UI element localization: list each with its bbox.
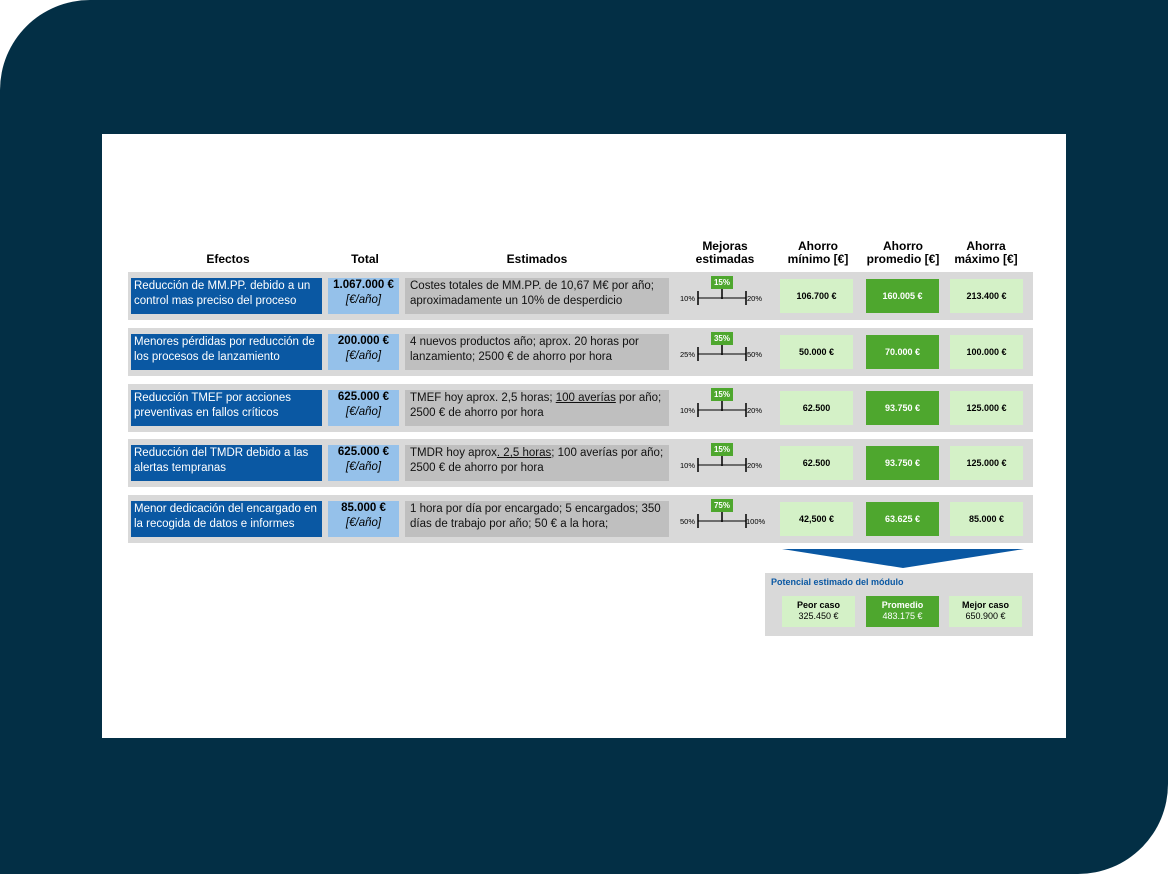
improvement-scale	[680, 328, 774, 376]
saving-avg: 70.000 €	[866, 335, 939, 369]
saving-avg: 160.005 €	[866, 279, 939, 313]
saving-avg: 93.750 €	[866, 391, 939, 425]
scale-low: 10%	[680, 406, 696, 415]
summary-arrow-icon	[782, 549, 1024, 569]
estimate-text: Costes totales de MM.PP. de 10,67 M€ por año; aproximadamente un 10% de desperdicio	[405, 278, 669, 314]
scale-high: 100%	[746, 517, 766, 526]
scale-high: 20%	[747, 461, 763, 470]
saving-min: 62.500	[780, 391, 853, 425]
total-value: 85.000 € [€/año]	[328, 501, 399, 537]
scale-high: 50%	[747, 350, 763, 359]
saving-avg: 93.750 €	[866, 446, 939, 480]
improvement-scale	[680, 384, 774, 432]
saving-max: 125.000 €	[950, 446, 1023, 480]
saving-max: 125.000 €	[950, 391, 1023, 425]
effect-label: Menor dedicación del encargado en la recogida de datos e informes	[131, 501, 322, 537]
header-ahorro-promedio: Ahorro promedio [€]	[866, 239, 940, 266]
total-value: 200.000 € [€/año]	[328, 334, 399, 370]
row-band	[128, 384, 1033, 432]
scale-low: 10%	[680, 294, 696, 303]
best-case: Mejor caso 650.900 €	[949, 596, 1022, 627]
saving-min: 106.700 €	[780, 279, 853, 313]
effect-label: Reducción del TMDR debido a las alertas tempranas	[131, 445, 322, 481]
effect-label: Menores pérdidas por reducción de los procesos de lanzamiento	[131, 334, 322, 370]
row-band	[128, 272, 1033, 320]
total-value: 1.067.000 € [€/año]	[328, 278, 399, 314]
effect-label: Reducción de MM.PP. debido a un control mas preciso del proceso	[131, 278, 322, 314]
scale-low: 10%	[680, 461, 696, 470]
scale-badge: 15%	[711, 388, 733, 401]
potential-panel	[765, 573, 1033, 636]
row-band	[128, 328, 1033, 376]
estimate-text: TMEF hoy aprox. 2,5 horas; 100 averías por año; 2500 € de ahorro por hora	[405, 390, 669, 426]
potential-title: Potencial estimado del módulo	[771, 577, 904, 587]
header-total: Total	[351, 252, 379, 266]
scale-badge: 15%	[711, 276, 733, 289]
row-band	[128, 439, 1033, 487]
saving-max: 85.000 €	[950, 502, 1023, 536]
effect-label: Reducción TMEF por acciones preventivas en fallos críticos	[131, 390, 322, 426]
scale-high: 20%	[747, 294, 763, 303]
header-mejoras: Mejoras estimadas	[695, 239, 755, 266]
header-efectos: Efectos	[206, 252, 250, 266]
saving-min: 62.500	[780, 446, 853, 480]
scale-high: 20%	[747, 406, 763, 415]
scale-badge: 35%	[711, 332, 733, 345]
improvement-scale	[680, 272, 774, 320]
scale-badge: 15%	[711, 443, 733, 456]
worst-case: Peor caso 325.450 €	[782, 596, 855, 627]
scale-low: 25%	[680, 350, 696, 359]
saving-min: 42,500 €	[780, 502, 853, 536]
row-band	[128, 495, 1033, 543]
improvement-scale	[680, 495, 774, 543]
header-estimados: Estimados	[506, 252, 568, 266]
scale-low: 50%	[680, 517, 696, 526]
slide	[102, 134, 1066, 738]
total-value: 625.000 € [€/año]	[328, 445, 399, 481]
average-case: Promedio 483.175 €	[866, 596, 939, 627]
scale-badge: 75%	[711, 499, 733, 512]
improvement-scale	[680, 439, 774, 487]
saving-max: 213.400 €	[950, 279, 1023, 313]
saving-avg: 63.625 €	[866, 502, 939, 536]
saving-min: 50.000 €	[780, 335, 853, 369]
total-value: 625.000 € [€/año]	[328, 390, 399, 426]
header-ahorro-minimo: Ahorro mínimo [€]	[787, 239, 849, 266]
estimate-text: 4 nuevos productos año; aprox. 20 horas por lanzamiento; 2500 € de ahorro por hora	[405, 334, 669, 370]
saving-max: 100.000 €	[950, 335, 1023, 369]
estimate-text: TMDR hoy aprox. 2,5 horas; 100 averías por año; 2500 € de ahorro por hora	[405, 445, 669, 481]
estimate-text: 1 hora por día por encargado; 5 encargados; 350 días de trabajo por año; 50 € a la hora;	[405, 501, 669, 537]
header-ahorra-maximo: Ahorra máximo [€]	[954, 239, 1018, 266]
